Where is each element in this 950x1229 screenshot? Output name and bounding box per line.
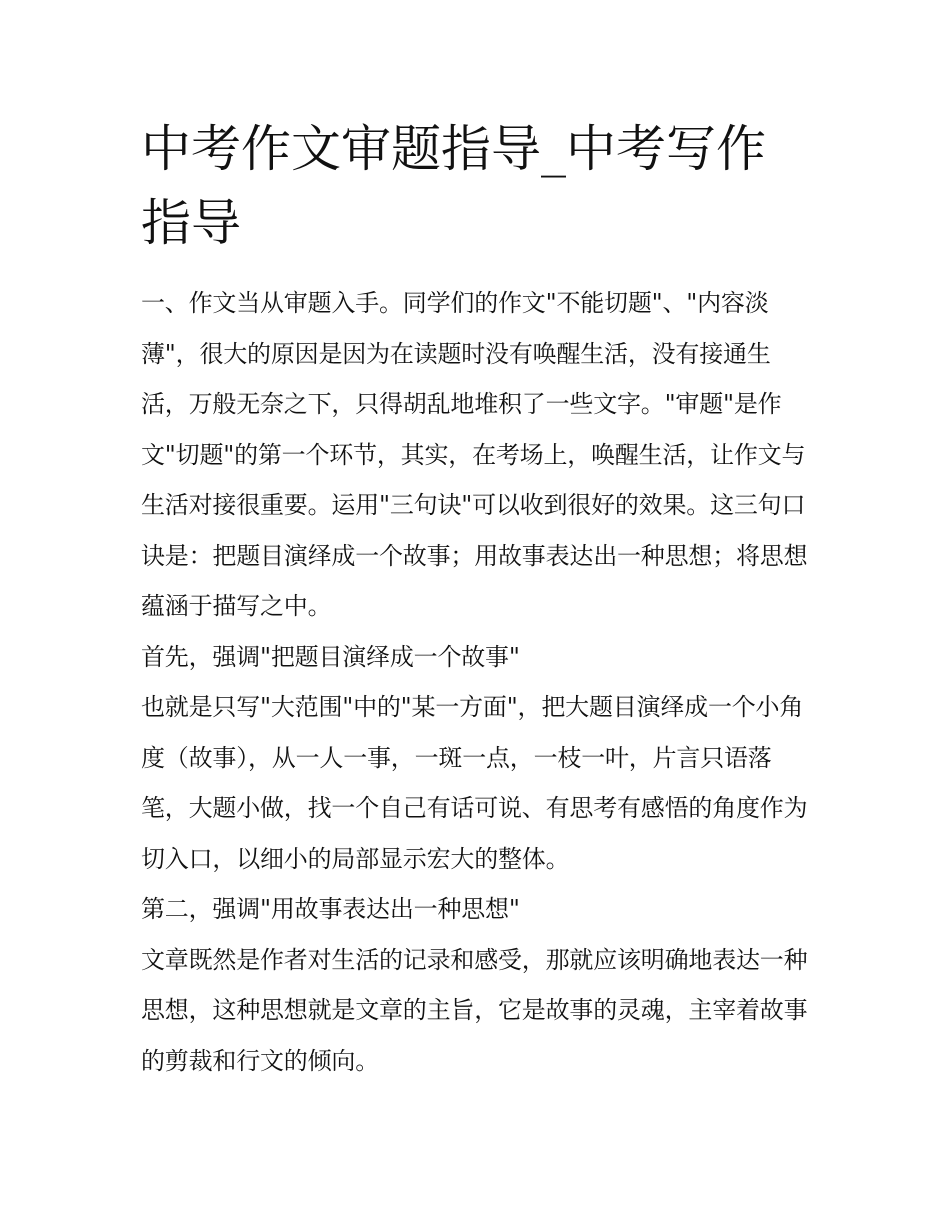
document-body <box>141 112 811 1086</box>
document-title: 中考作文审题指导_中考写作指导 <box>141 120 766 252</box>
paragraph-second-heading: 第二，强调"用故事表达出一种思想" <box>141 895 520 923</box>
paragraph-intro: 一、作文当从审题入手。同学们的作文"不能切题"、"内容淡薄"，很大的原因是因为在读题时没有唤醒生活，没有接通生活，万般无奈之下，只得胡乱地堆积了一些文字。"审题"是作文"切题"的第一个环节，其实，在考场上，唤醒生活，让作文与生活对接很重要。运用"三句诀"可以收到很好的效果。这三句口诀是：把题目演绎成一个故事；用故事表达出一种思想；将思想蕴涵于描写之中。 <box>141 289 808 620</box>
paragraph-second-body: 文章既然是作者对生活的记录和感受，那就应该明确地表达一种思想，这种思想就是文章的主旨，它是故事的灵魂，主宰着故事的剪裁和行文的倾向。 <box>141 945 808 1075</box>
paragraph-first-body: 也就是只写"大范围"中的"某一方面"，把大题目演绎成一个小角度（故事），从一人一事，一斑一点，一枝一叶，片言只语落笔，大题小做，找一个自己有话可说、有思考有感悟的角度作为切入口，以细小的局部显示宏大的整体。 <box>141 693 808 873</box>
paragraph-first-heading: 首先，强调"把题目演绎成一个故事" <box>141 642 520 671</box>
